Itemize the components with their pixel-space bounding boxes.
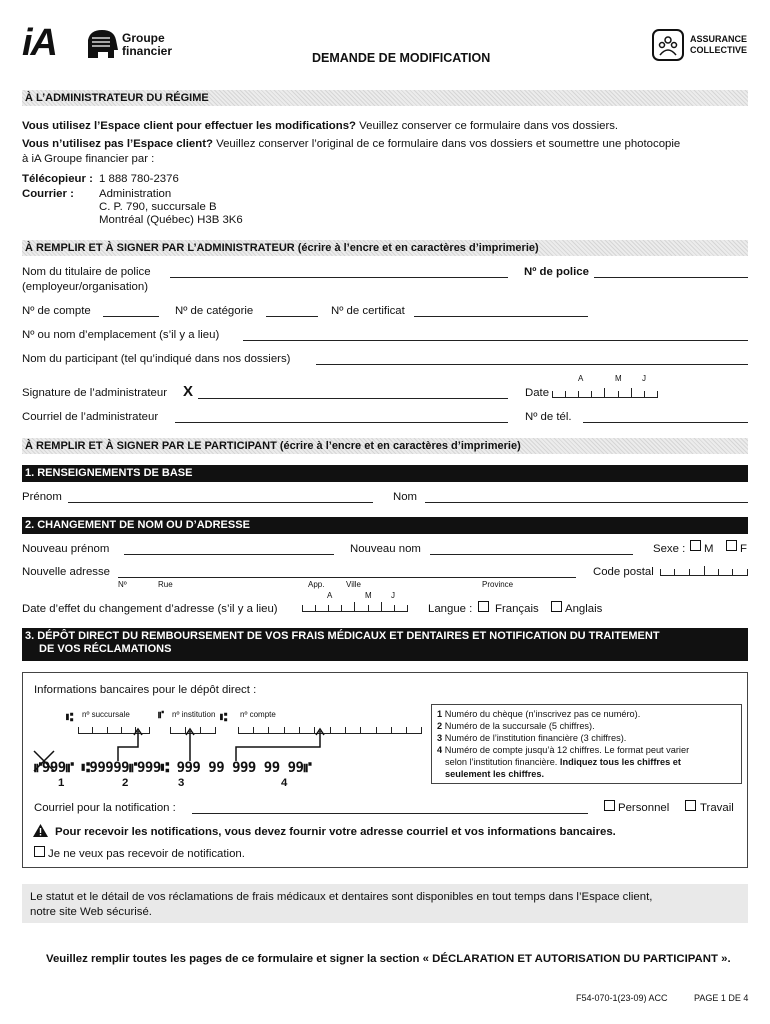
- warning-text: Pour recevoir les notifications, vous devez fournir votre adresse courriel et vos informations bancaires.: [55, 826, 616, 838]
- address-line2: C. P. 790, succursale B: [99, 201, 217, 213]
- eff-date-label: Date d’effet du changement d’adresse (s’il y a lieu): [22, 603, 278, 615]
- last-name-label: Nom: [393, 491, 418, 503]
- fax-label: Télécopieur :: [22, 173, 93, 185]
- date-label: Date: [525, 387, 550, 399]
- sex-f-label: F: [740, 543, 747, 555]
- eff-date-m: M: [365, 591, 372, 600]
- new-first-field[interactable]: [124, 554, 334, 555]
- holder-label: Nom du titulaire de police: [22, 266, 151, 278]
- note-2-text: Numéro de la succursale (5 chiffres).: [444, 721, 595, 731]
- para-no-portal-rest: Veuillez conserver l’original de ce formulaire dans vos dossiers et soumettre une photocopie: [212, 138, 681, 150]
- lang-en-label: Anglais: [565, 603, 603, 615]
- account-field[interactable]: [103, 316, 159, 317]
- holder-label-sub: (employeur/organisation): [22, 281, 148, 293]
- logo: [22, 22, 173, 66]
- sex-m-label: M: [704, 543, 714, 555]
- sex-f-checkbox[interactable]: [726, 540, 737, 551]
- elephant-icon: [84, 28, 120, 62]
- transit-symbol: ⑆: [66, 710, 74, 724]
- participant-label: Nom du participant (tel qu’indiqué dans nos dossiers): [22, 353, 291, 365]
- new-address-label: Nouvelle adresse: [22, 566, 111, 578]
- category-field[interactable]: [266, 316, 318, 317]
- policy-field[interactable]: [594, 277, 748, 278]
- bank-info-label: Informations bancaires pour le dépôt direct :: [34, 684, 257, 696]
- info-line2: notre site Web sécurisé.: [30, 906, 152, 918]
- first-name-label: Prénom: [22, 491, 62, 503]
- personal-label: Personnel: [618, 802, 670, 814]
- lang-fr-label: Français: [495, 603, 539, 615]
- note-4b: [437, 756, 736, 768]
- signature-label: Signature de l’administrateur: [22, 387, 167, 399]
- date-m-label: M: [615, 374, 622, 383]
- admin-email-field[interactable]: [175, 422, 508, 423]
- note-3-text: Numéro de l’institution financière (3 chiffres).: [444, 733, 627, 743]
- note-4: 4 Numéro de compte jusqu’à 12 chiffres. Le format peut varier: [437, 745, 690, 755]
- note-4-text: Numéro de compte jusqu’à 12 chiffres. Le format peut varier: [444, 745, 690, 755]
- dash-symbol: ⑈: [158, 710, 164, 721]
- para-uses-portal-rest: Veuillez conserver ce formulaire dans vos dossiers.: [356, 120, 619, 132]
- first-name-field[interactable]: [68, 502, 373, 503]
- last-name-field[interactable]: [425, 502, 748, 503]
- postal-label: Code postal: [593, 566, 654, 578]
- sec3-title-line2: DE VOS RÉCLAMATIONS: [39, 643, 172, 655]
- info-line1: Le statut et le détail de vos réclamations de frais médicaux et dentaires sont disponibles en tout temps dans l’Espace client,: [30, 891, 653, 903]
- group-icon: [652, 29, 684, 61]
- work-checkbox[interactable]: [685, 800, 696, 811]
- category-label: Nº de catégorie: [175, 305, 254, 317]
- branch-caption: nº succursale: [82, 710, 130, 719]
- note-2: 2 Numéro de la succursale (5 chiffres).: [437, 721, 595, 731]
- admin-email-label: Courriel de l’administrateur: [22, 411, 159, 423]
- page-number: PAGE 1 DE 4: [694, 993, 749, 1003]
- micr-line: ⑈999⑈ ⑆99999⑈999⑆ 999 99 999 99 99⑈: [34, 760, 312, 776]
- phone-field[interactable]: [583, 422, 748, 423]
- footer-instruction: Veuillez remplir toutes les pages de ce formulaire et signer la section « DÉCLARATION ET AUTORISATION DU PARTICIPANT ».: [46, 953, 731, 965]
- badge-assurance: ASSURANCE: [690, 34, 748, 44]
- note-4d: seulement les chiffres.: [445, 769, 545, 779]
- lang-fr-checkbox[interactable]: [478, 601, 489, 612]
- postal-field[interactable]: [660, 567, 748, 576]
- account-label: Nº de compte: [22, 305, 91, 317]
- new-first-label: Nouveau prénom: [22, 543, 110, 555]
- notes-box: [431, 704, 742, 784]
- marker-1: 1: [58, 777, 65, 789]
- sex-label: Sexe :: [653, 543, 686, 555]
- signature-field[interactable]: [198, 398, 508, 399]
- info-box: [22, 884, 748, 923]
- warning-icon: [33, 824, 48, 837]
- marker-4: 4: [281, 777, 288, 789]
- sub-app: App.: [308, 580, 325, 589]
- new-last-label: Nouveau nom: [350, 543, 421, 555]
- marker-3: 3: [178, 777, 185, 789]
- new-address-field[interactable]: [118, 577, 576, 578]
- sex-m-checkbox[interactable]: [690, 540, 701, 551]
- inst-caption: nº institution: [172, 710, 216, 719]
- new-last-field[interactable]: [430, 554, 633, 555]
- note-4b-text: selon l’institution financière.: [445, 757, 558, 767]
- page-title: DEMANDE DE MODIFICATION: [312, 51, 491, 65]
- section-admin-fill-header: À REMPLIR ET À SIGNER PAR L’ADMINISTRATEUR (écrire à l’encre et en caractères d’imprimerie): [22, 240, 748, 256]
- logo-ia: iA: [22, 22, 56, 64]
- address-line3: Montréal (Québec) H3B 3K6: [99, 214, 243, 226]
- marker-2: 2: [122, 777, 129, 789]
- work-label: Travail: [700, 802, 734, 814]
- badge-collective: COLLECTIVE: [690, 45, 748, 55]
- certificate-field[interactable]: [414, 316, 588, 317]
- eff-date-j: J: [391, 591, 395, 600]
- section-admin-header: À L’ADMINISTRATEUR DU RÉGIME: [22, 90, 748, 106]
- personal-checkbox[interactable]: [604, 800, 615, 811]
- participant-field[interactable]: [316, 364, 748, 365]
- lang-en-checkbox[interactable]: [551, 601, 562, 612]
- transit-symbol-2: ⑆: [220, 710, 228, 724]
- notif-email-label: Courriel pour la notification :: [34, 802, 176, 814]
- address-line1: Administration: [99, 188, 172, 200]
- para-uses-portal: [22, 120, 618, 132]
- para-uses-portal-bold: Vous utilisez l’Espace client pour effectuer les modifications?: [22, 120, 356, 132]
- certificate-label: Nº de certificat: [331, 305, 405, 317]
- notif-email-field[interactable]: [192, 813, 588, 814]
- phone-label: Nº de tél.: [525, 411, 572, 423]
- fax-value: 1 888 780-2376: [99, 173, 179, 185]
- signature-x: X: [183, 383, 194, 400]
- eff-date-field[interactable]: [302, 603, 408, 612]
- holder-field[interactable]: [170, 277, 508, 278]
- sec2-header: 2. CHANGEMENT DE NOM OU D’ADRESSE: [22, 517, 748, 534]
- sub-city: Ville: [346, 580, 361, 589]
- no-notif-checkbox[interactable]: [34, 846, 45, 857]
- sec1-header: 1. RENSEIGNEMENTS DE BASE: [22, 465, 748, 482]
- logo-financier: financier: [122, 44, 173, 58]
- location-label: Nº ou nom d’emplacement (s’il y a lieu): [22, 329, 220, 341]
- sub-province: Province: [482, 580, 514, 589]
- language-label: Langue :: [428, 603, 473, 615]
- section-participant-header: À REMPLIR ET À SIGNER PAR LE PARTICIPANT (écrire à l’encre et en caractères d’imprimerie): [22, 438, 748, 454]
- note-1: 1 Numéro du chèque (n’inscrivez pas ce numéro).: [437, 709, 641, 719]
- form-code: F54-070-1(23-09) ACC: [576, 993, 668, 1003]
- location-field[interactable]: [243, 340, 748, 341]
- note-1-text: Numéro du chèque (n’inscrivez pas ce numéro).: [444, 709, 641, 719]
- date-a-label: A: [578, 374, 584, 383]
- date-j-label: J: [642, 374, 646, 383]
- note-4c-text: Indiquez tous les chiffres et: [559, 757, 681, 767]
- mail-label: Courrier :: [22, 188, 74, 200]
- sec3-header: [22, 628, 748, 661]
- note-3: 3 Numéro de l’institution financière (3 chiffres).: [437, 733, 627, 743]
- sub-no: Nº: [118, 580, 127, 589]
- policy-label: Nº de police: [524, 266, 589, 278]
- para-no-portal-line2: à iA Groupe financier par :: [22, 153, 155, 165]
- date-field[interactable]: [552, 389, 658, 398]
- no-notif-label: Je ne veux pas recevoir de notification.: [48, 848, 245, 860]
- sub-street: Rue: [158, 580, 173, 589]
- eff-date-a: A: [327, 591, 333, 600]
- para-no-portal-bold: Vous n’utilisez pas l’Espace client?: [22, 138, 213, 150]
- acct-caption: nº compte: [240, 710, 276, 719]
- logo-groupe: Groupe: [122, 31, 165, 45]
- para-no-portal: [22, 138, 680, 150]
- sec3-title-line1: 3. DÉPÔT DIRECT DU REMBOURSEMENT DE VOS FRAIS MÉDICAUX ET DENTAIRES ET NOTIFICATION DU TRAITEMENT: [25, 630, 660, 642]
